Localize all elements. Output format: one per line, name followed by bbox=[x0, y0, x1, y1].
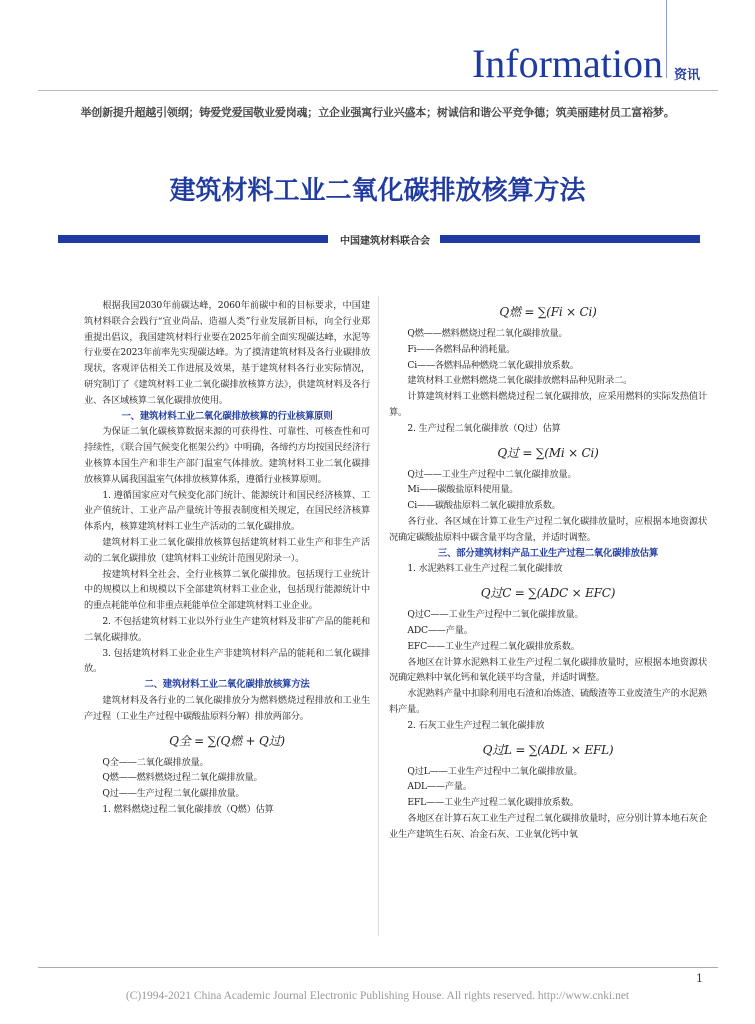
paragraph: 建筑材料及各行业的二氧化碳排放分为燃料燃烧过程排放和工业生产过程（工业生产过程中碳酸盐原料分解）排放两部分。 bbox=[84, 694, 370, 722]
article-title: 建筑材料工业二氧化碳排放核算方法 bbox=[169, 176, 586, 206]
paragraph: 为保证二氧化碳核算数据来源的可获得性、可靠性、可核查性和可持续性，《联合国气候变化框架公约》中明确，各缔约方均按国民经济行业核算本国生产和非生产部门温室气体排放。建筑材料工业二氧化碳排放核算从属我国温室气体排放核算体系，遵循行业核算原则。 bbox=[84, 426, 370, 485]
definition-line: Fi——各燃料品种消耗量。 bbox=[407, 343, 516, 355]
slogan: 举创新提升超越引领纲；铸爱党爱国敬业爱岗魂；立企业强寓行业兴盛本；树诚信和谐公平竞争德；筑美丽建材员工富裕梦。 bbox=[80, 106, 675, 119]
footer-rule bbox=[38, 967, 718, 968]
paragraph: 2. 不包括建筑材料工业以外行业生产建筑材料及非矿产品的能耗和二氧化碳排放。 bbox=[84, 615, 370, 643]
column-separator bbox=[378, 296, 379, 936]
header-separator bbox=[666, 0, 667, 78]
section-heading: 二、建筑材料工业二氧化碳排放核算方法 bbox=[144, 679, 310, 691]
article-column-right bbox=[389, 296, 707, 843]
definition-line: Q过——工业生产过程中二氧化碳排放量。 bbox=[407, 468, 577, 480]
definition-line: Q过C——工业生产过程中二氧化碳排放量。 bbox=[407, 609, 584, 621]
definition-line: Q全——二氧化碳排放量。 bbox=[102, 756, 209, 768]
definition-line: Q过——生产过程二氧化碳排放量。 bbox=[102, 788, 245, 800]
paragraph: 各行业、各区域在计算工业生产过程二氧化碳排放量时，应根据本地资源状况确定碳酸盐原料中碳含量平均含量，并适时调整。 bbox=[389, 515, 707, 543]
formula: Q过 = ∑(Mi × Ci) bbox=[497, 445, 599, 460]
paragraph: 3. 包括建筑材料工业企业生产非建筑材料产品的能耗和二氧化碳排放。 bbox=[84, 647, 370, 675]
page-number: 1 bbox=[696, 972, 703, 985]
formula: Q过L = ∑(ADL × EFL) bbox=[482, 742, 614, 757]
definition-line: Mi——碳酸盐原料使用量。 bbox=[407, 484, 519, 496]
definition-line: 1. 水泥熟料工业生产过程二氧化碳排放 bbox=[407, 563, 563, 575]
paragraph: 各地区在计算石灰工业生产过程二氧化碳排放量时，应分别计算本地石灰企业生产建筑生石灰、冶金石灰、工业氧化钙中氧 bbox=[389, 812, 707, 840]
paragraph: 根据我国2030年前碳达峰，2060年前碳中和的目标要求，中国建筑材料联合会践行“宜业尚品、造福人类”行业发展新目标，向全行业郑重提出倡议，我国建筑材料行业要在2025年前全面实现碳达峰，水泥等行业要在2023年前率先实现碳达峰。为了摸清建筑材料及各行业碳排放现状，客观评估相关工作进展及效果，基于建筑材料各行业实际情况，研究制订了《建筑材料工业二氧化碳排放核算方法》，供建筑材料及各行业、各区域核算二氧化碳排放使用。 bbox=[84, 300, 370, 406]
paragraph: 各地区在计算水泥熟料工业生产过程二氧化碳排放量时，应根据本地资源状况确定熟料中氧化钙和氧化镁平均含量，并适时调整。 bbox=[389, 656, 707, 684]
definition-line: Ci——各燃料品种燃烧二氧化碳排放系数。 bbox=[407, 359, 579, 371]
header-rule bbox=[38, 90, 718, 91]
paragraph: 1. 遵循国家应对气候变化部门统计、能源统计和国民经济核算、工业产值统计、工业产品产量统计等报表制度相关规定，在国民经济核算体系内，核算建筑材料工业生产活动的二氧化碳排放。 bbox=[84, 489, 370, 533]
title-bar-right bbox=[440, 235, 700, 243]
definition-line: 1. 燃料燃烧过程二氧化碳排放（Q燃）估算 bbox=[102, 803, 274, 815]
paragraph: 建筑材料工业二氧化碳排放核算包括建筑材料工业生产和非生产活动的二氧化碳排放（建筑材料工业统计范围见附录一）。 bbox=[84, 536, 370, 564]
paragraph: 2. 生产过程二氧化碳排放（Q过）估算 bbox=[407, 422, 561, 434]
definition-line: EFC——工业生产过程二氧化碳排放系数。 bbox=[407, 640, 580, 652]
paragraph: 计算建筑材料工业燃料燃烧过程二氧化碳排放，应采用燃料的实际发热值计算。 bbox=[389, 391, 707, 418]
definition-line: Q燃——燃料燃烧过程二氧化碳排放量。 bbox=[407, 328, 568, 339]
section-subtitle: 资讯 bbox=[674, 68, 701, 83]
paragraph: 按建筑材料全社会、全行业核算二氧化碳排放。包括现行工业统计中的规模以上和规模以下全部建筑材料工业企业，包括现行能源统计中的重点耗能单位和非重点耗能单位全部建筑材料工业企业。 bbox=[84, 568, 370, 612]
definition-line: Ci——碳酸盐原料二氧化碳排放系数。 bbox=[407, 500, 561, 512]
definition-line: 2. 石灰工业生产过程二氧化碳排放 bbox=[407, 719, 545, 731]
definition-line: ADL——产量。 bbox=[407, 781, 472, 793]
formula: Q过C = ∑(ADC × EFC) bbox=[480, 586, 616, 601]
formula: Q燃 = ∑(Fi × Ci) bbox=[499, 305, 597, 319]
paragraph: 建筑材料工业燃料燃烧二氧化碳排放燃料品种见附录二。 bbox=[407, 375, 633, 387]
title-bar-left bbox=[58, 235, 328, 243]
section-title: Information bbox=[471, 41, 663, 86]
definition-line: Q过L——工业生产过程中二氧化碳排放量。 bbox=[407, 765, 583, 777]
section-heading: 一、建筑材料工业二氧化碳排放核算的行业核算原则 bbox=[121, 410, 333, 422]
formula: Q全 = ∑(Q燃 + Q过) bbox=[169, 733, 285, 748]
section-heading: 三、部分建筑材料产品工业生产过程二氧化碳排放估算 bbox=[437, 547, 659, 559]
article-column-left bbox=[84, 298, 370, 818]
definition-line: Q燃——燃料燃烧过程二氧化碳排放量。 bbox=[102, 772, 263, 784]
paragraph: 水泥熟料产量中扣除利用电石渣和冶炼渣、硫酸渣等工业废渣生产的水泥熟料产量。 bbox=[389, 688, 707, 715]
article-organization: 中国建筑材料联合会 bbox=[340, 236, 430, 247]
definition-line: EFL——工业生产过程二氧化碳排放系数。 bbox=[407, 797, 579, 809]
definition-line: ADC——产量。 bbox=[407, 624, 473, 636]
copyright-notice: (C)1994-2021 China Academic Journal Electronic Publishing House. All rights reserved. http://www.cnki.net bbox=[125, 990, 630, 1002]
